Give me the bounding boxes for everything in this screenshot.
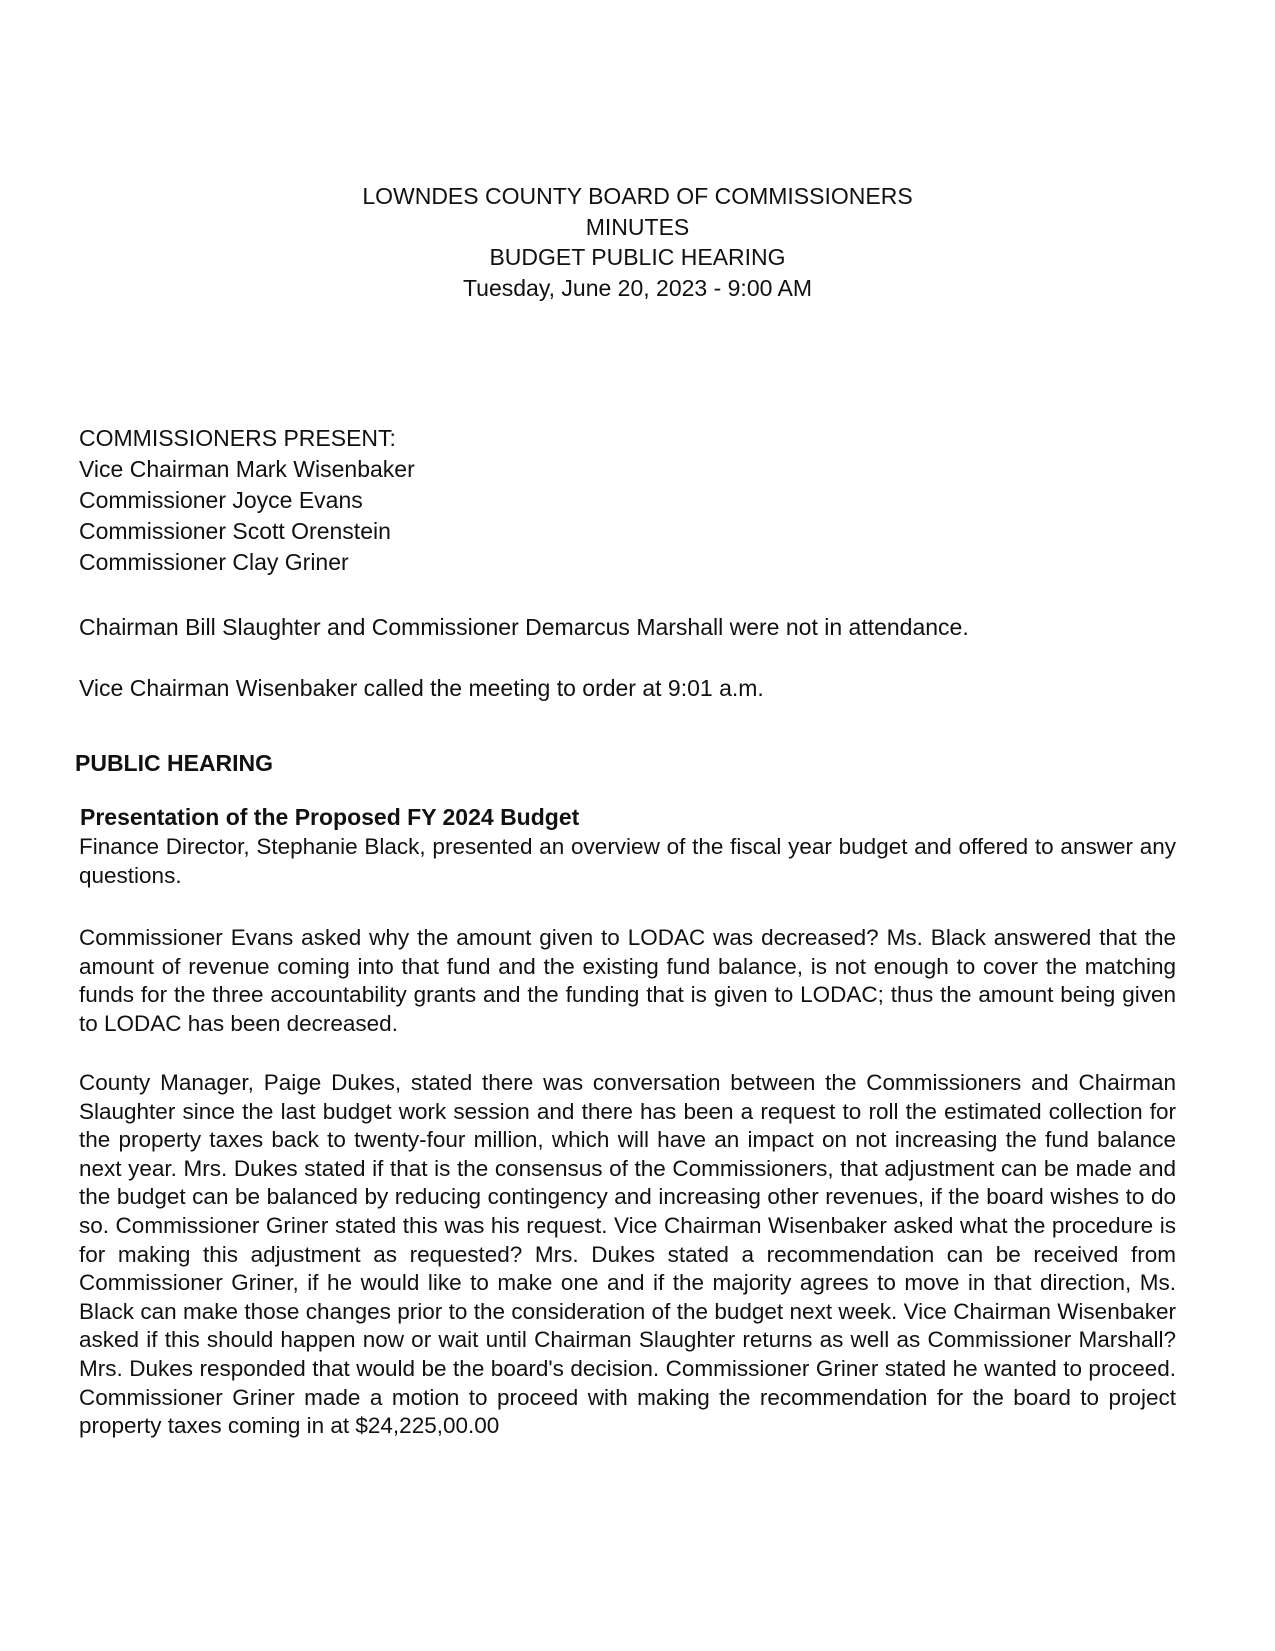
attendee-item: Commissioner Clay Griner	[79, 549, 349, 575]
absent-note: Chairman Bill Slaughter and Commissioner Demarcus Marshall were not in attendance.	[79, 614, 969, 640]
organization-title: LOWNDES COUNTY BOARD OF COMMISSIONERS	[362, 183, 913, 209]
meeting-type: BUDGET PUBLIC HEARING	[489, 244, 786, 270]
call-to-order: Vice Chairman Wisenbaker called the meeting to order at 9:01 a.m.	[79, 675, 764, 701]
document-type: MINUTES	[585, 213, 690, 240]
document-header	[0, 181, 1275, 303]
minutes-paragraph: County Manager, Paige Dukes, stated there was conversation between the Commissioners and Chairman Slaughter since the last budget work session and there has been a request to roll the estimated collection for the property taxes back to twenty-four million, which will have an impact on not increasing the fund balance next year. Mrs. Dukes stated if that is the consensus of the Commissioners, that adjustment can be made and the budget can be balanced by reducing contingency and increasing other revenues, if the board wishes to do so. Commissioner Griner stated this was his request. Vice Chairman Wisenbaker asked what the procedure is for making this adjustment as requested? Mrs. Dukes stated a recommendation can be received from Commissioner Griner, if he would like to make one and if the majority agrees to move in that direction, Ms. Black can make those changes prior to the consideration of the budget next week. Vice Chairman Wisenbaker asked if this should happen now or wait until Chairman Slaughter returns as well as Commissioner Marshall? Mrs. Dukes responded that would be the board's decision. Commissioner Griner stated he wanted to proceed. Commissioner Griner made a motion to proceed with making the recommendation for the board to project property taxes coming in at $24,225,00.00	[79, 1070, 1176, 1439]
section-heading: PUBLIC HEARING	[75, 750, 274, 776]
attendee-item: Vice Chairman Mark Wisenbaker	[79, 456, 415, 482]
attendee-item: Commissioner Scott Orenstein	[79, 518, 391, 544]
attendee-item: Commissioner Joyce Evans	[79, 487, 363, 513]
attendance-heading: COMMISSIONERS PRESENT:	[79, 425, 396, 451]
minutes-paragraph: Finance Director, Stephanie Black, presented an overview of the fiscal year budget and offered to answer any questions.	[79, 834, 1176, 888]
meeting-date: Tuesday, June 20, 2023 - 9:00 AM	[462, 274, 813, 301]
agenda-item-title: Presentation of the Proposed FY 2024 Budget	[80, 804, 580, 830]
minutes-paragraph: Commissioner Evans asked why the amount given to LODAC was decreased? Ms. Black answered that the amount of revenue coming into that fund and the existing fund balance, is not enough to cover the matching funds for the three accountability grants and the funding that is given to LODAC; thus the amount being given to LODAC has been decreased.	[79, 925, 1176, 1036]
attendance-list	[79, 423, 1179, 578]
